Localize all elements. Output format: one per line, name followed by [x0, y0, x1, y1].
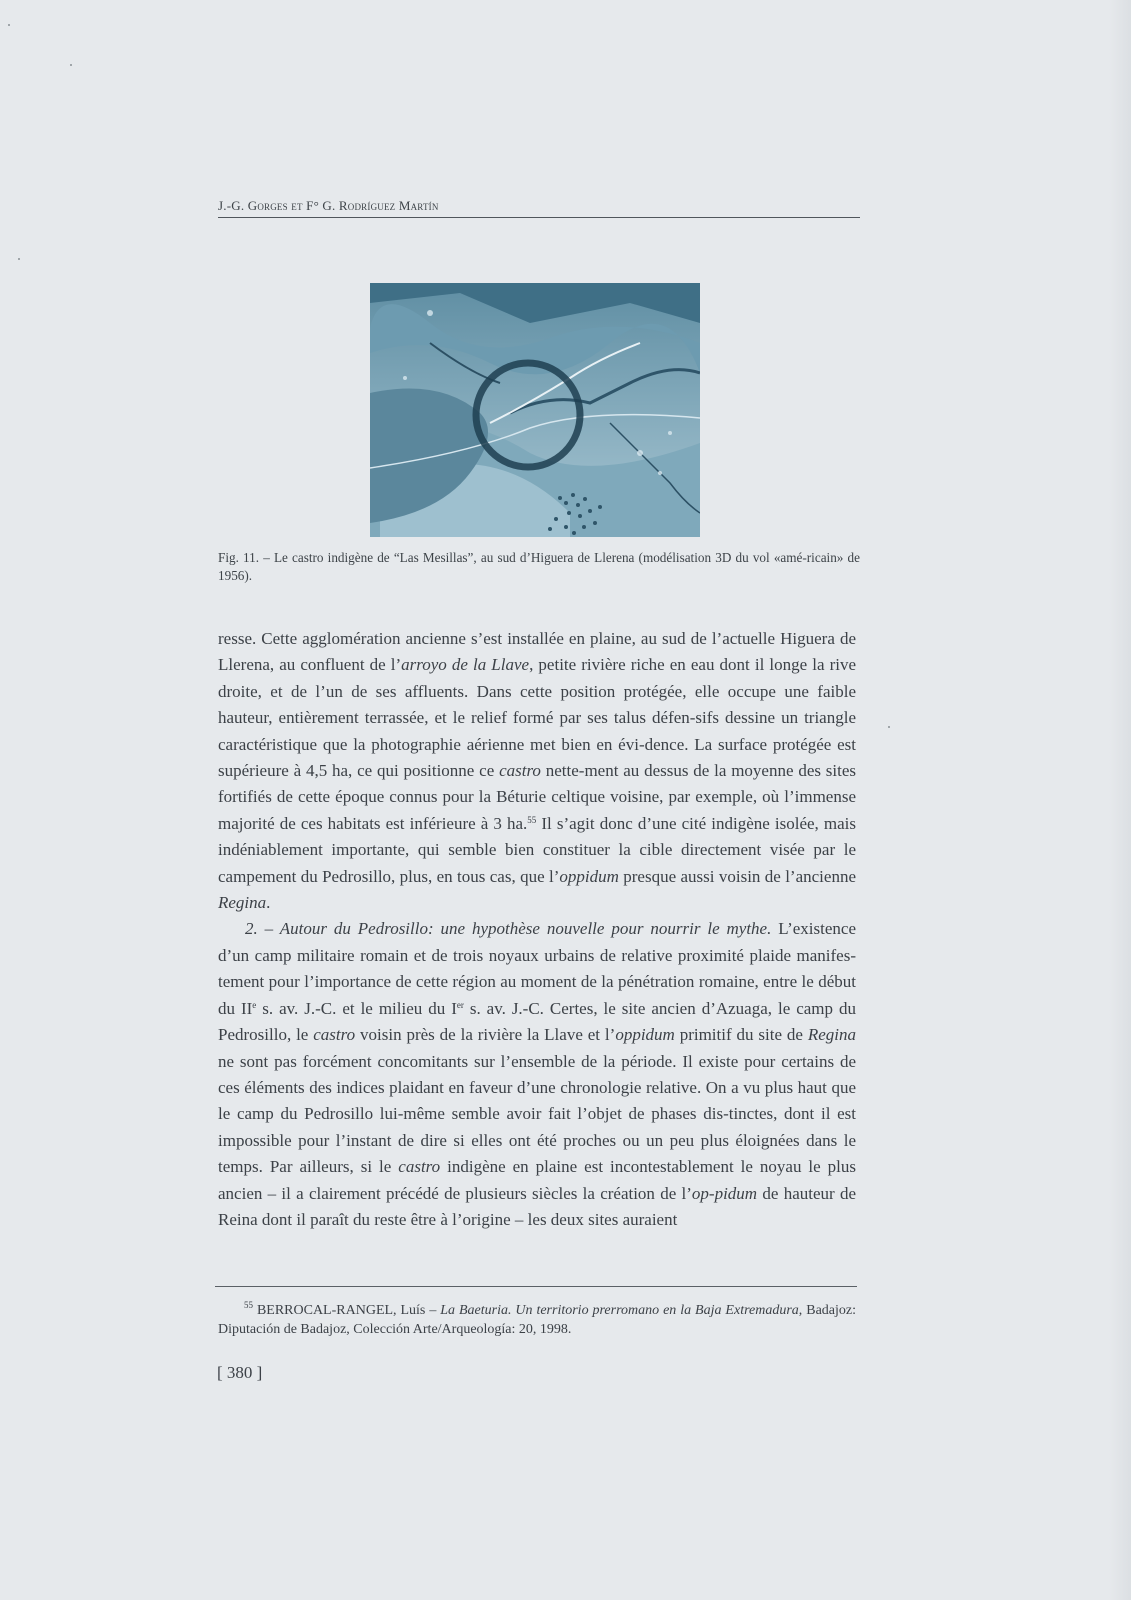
page-number: [ 380 ]	[217, 1363, 263, 1382]
scan-speck	[888, 726, 890, 728]
running-head	[218, 198, 860, 218]
running-head-author1: J.-G. Gorges	[218, 198, 288, 213]
footnote-55	[218, 1301, 856, 1339]
scan-speck	[8, 24, 10, 26]
footnote-author: BERROCAL-RANGEL, Luís –	[256, 1303, 441, 1318]
aerial-photo-illustration	[370, 283, 700, 537]
paragraph-1: resse. Cette agglomération ancienne s’est installée en plaine, au sud de l’actuelle Higuera de Llerena, au confluent de l’arroyo de la Llave, petite rivière riche en eau dont il longe la rive droite, et de l’un de ses affluents. Dans cette position protégée, elle occupe une faible hauteur, entièrement terrassée, et le relief formé par ses talus défen-sifs dessine un triangle caractéristique que la photographie aérienne met bien en évi-dence. La surface protégée est supérieure à 4,5 ha, ce qui positionne ce castro nette-ment au dessus de la moyenne des sites fortifiés de cette époque connus pour la Béturie celtique voisine, par exemple, où l’immense majorité de ces habitats est inférieure à 3 ha.$^{55}$ Il s’agit donc d’une cité indigène isolée, mais indéniablement importante, qui semble bien constituer la cible directement visée par le campement du Pedrosillo, plus, en tous cas, que l’oppidum presque aussi voisin de l’ancienne Regina.	[218, 629, 857, 913]
footnote-ref-55[interactable]: 55	[527, 814, 537, 825]
footnote-rest: , Badajoz: Diputación de Badajoz, Colección Arte/Arqueología: 20, 1998.	[218, 1303, 856, 1337]
running-head-et: et	[291, 198, 303, 213]
figure-caption	[218, 549, 860, 585]
section-heading: 2. – Autour du Pedrosillo: une hypothèse nouvelle pour nourrir le mythe.	[245, 919, 772, 939]
caption-text: Le castro indigène de “Las Mesillas”, au sud d’Higuera de Llerena (modélisation 3D du vol «amé-ricain» de 1956).	[218, 550, 861, 583]
footnote-divider	[215, 1286, 857, 1287]
scan-speck	[70, 64, 72, 66]
aerial-photograph	[370, 283, 700, 537]
paragraph-2: 2. – Autour du Pedrosillo: une hypothèse nouvelle pour nourrir le mythe. L’existence d’un camp militaire romain et de trois noyaux urbains de relative proximité plaide manifes-tement pour l’importance de cette région au moment de la pénétration romaine, entre le début du IIe s. av. J.-C. et le milieu du Ier s. av. J.-C. Certes, le site ancien d’Azuaga, le camp du Pedrosillo, le castro voisin près de la rivière la Llave et l’oppidum primitif du site de Regina ne sont pas forcément concomitants sur l’ensemble de la période. Il existe pour certains de ces éléments des indices plaidant en faveur d’une chronologie relative. On a vu plus haut que le camp du Pedrosillo lui-même semble avoir fait l’objet de phases dis-tinctes, dont il est impossible pour l’instant de dire si elles ont été proches ou un peu plus éloignées dans le temps. Par ailleurs, si le castro indigène en plaine est incontestablement le noyau le plus ancien – il a clairement précédé de plusieurs siècles la création de l’op-pidum de hauteur de Reina dont il paraît du reste être à l’origine – les deux sites auraient	[218, 919, 857, 1229]
footnote-number: 55	[244, 1300, 253, 1310]
body-text	[218, 626, 856, 1233]
caption-label: Fig. 11. –	[218, 550, 270, 565]
page-edge-shadow	[1109, 0, 1131, 1600]
scan-speck	[18, 258, 20, 260]
running-head-author2: F° G. Rodríguez Martín	[306, 198, 439, 213]
footnote-title: La Baeturia. Un territorio prerromano en la Baja Extremadura	[440, 1303, 799, 1318]
